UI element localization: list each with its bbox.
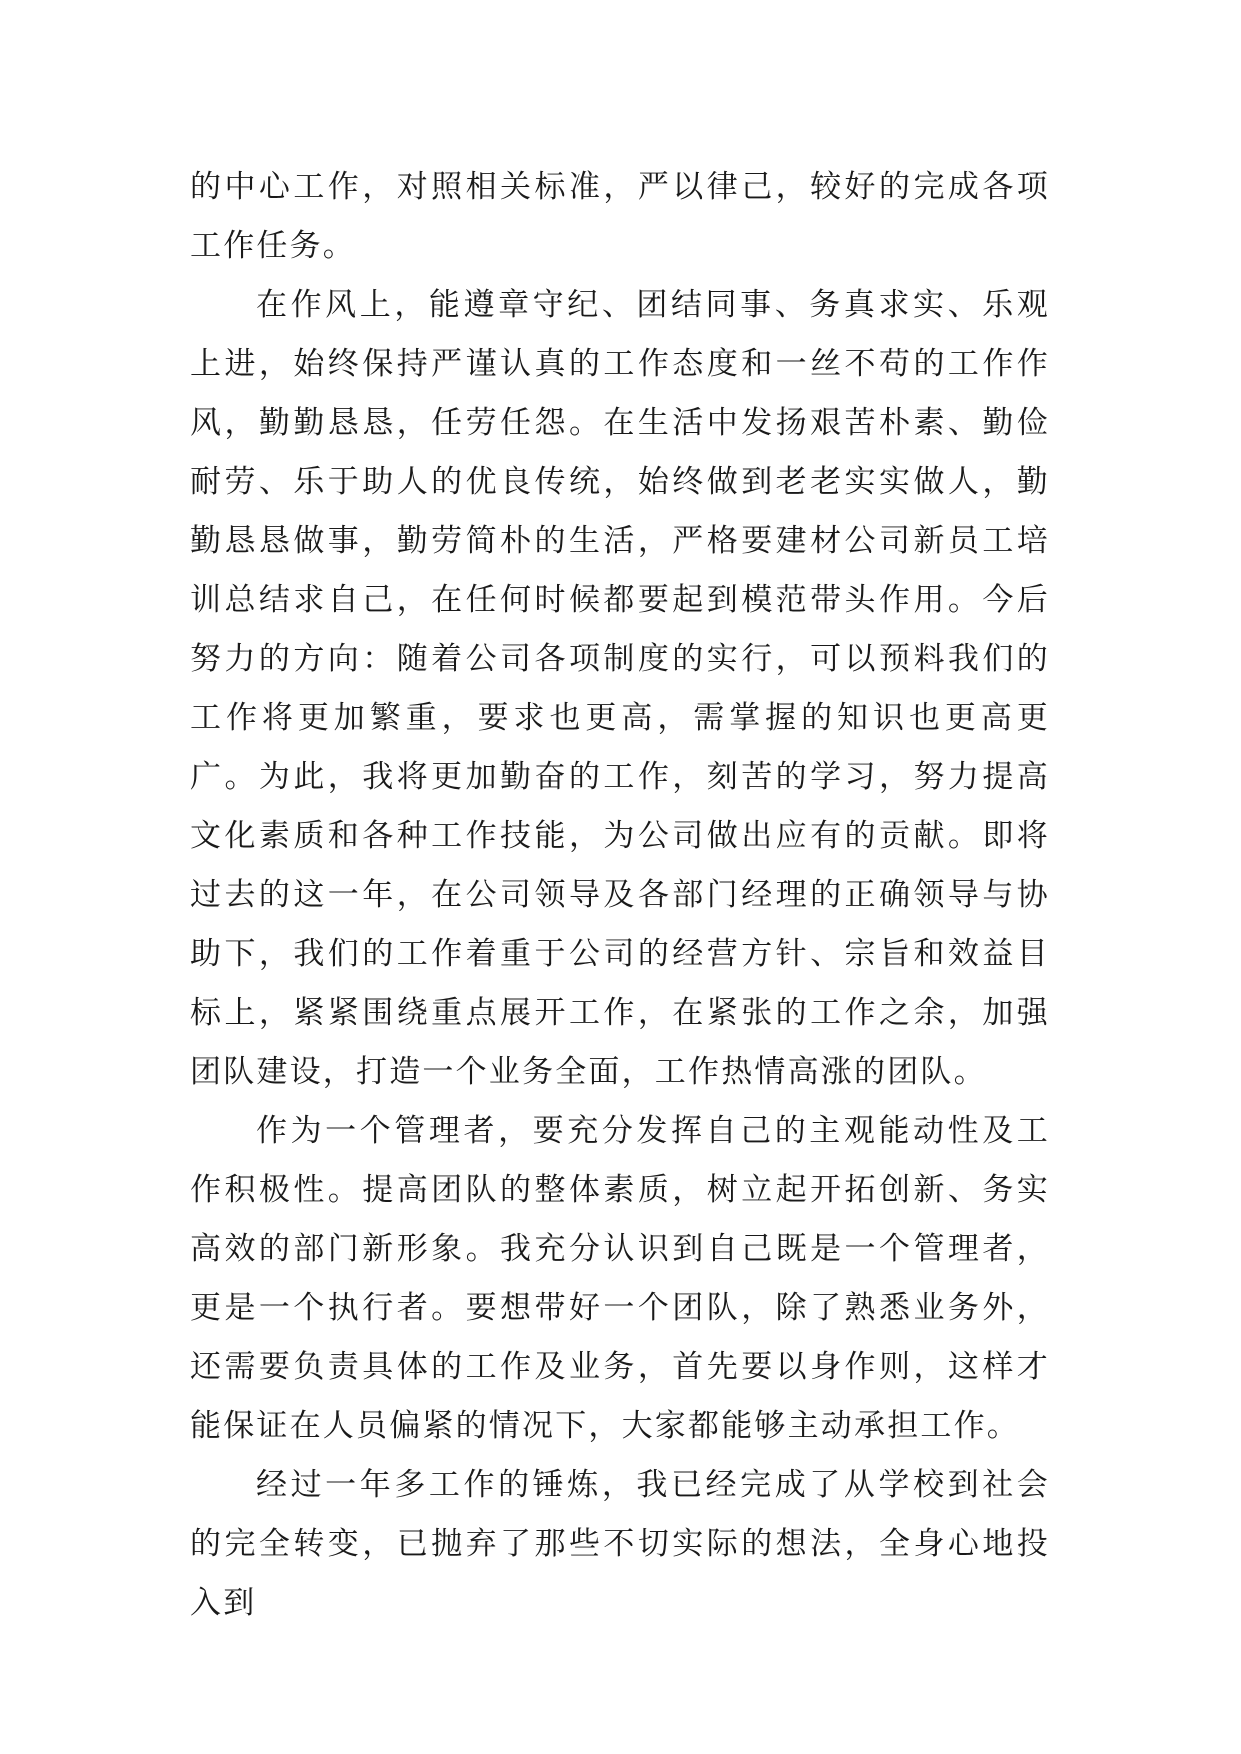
paragraph-continuation: 的中心工作，对照相关标准，严以律己，较好的完成各项工作任务。 — [190, 169, 1050, 264]
paragraph-manager-role: 作为一个管理者，要充分发挥自己的主观能动性及工作积极性。提高团队的整体素质，树立起开拓创新、务实高效的部门新形象。我充分认识到自己既是一个管理者，更是一个执行者。要想带好一个团队，除了熟悉业务外，还需要负责具体的工作及业务，首先要以身作则，这样才能保证在人员偏紧的情况下，大家都能够主动承担工作。 — [190, 1113, 1050, 1444]
paragraph-transition: 经过一年多工作的锤炼，我已经完成了从学校到社会的完全转变，已抛弃了那些不切实际的想法，全身心地投入到 — [190, 1467, 1050, 1621]
document-body — [190, 158, 1050, 1633]
paragraph-work-style: 在作风上，能遵章守纪、团结同事、务真求实、乐观上进，始终保持严谨认真的工作态度和一丝不苟的工作作风，勤勤恳恳，任劳任怨。在生活中发扬艰苦朴素、勤俭耐劳、乐于助人的优良传统，始终做到老老实实做人，勤勤恳恳做事，勤劳简朴的生活，严格要建材公司新员工培训总结求自己，在任何时候都要起到模范带头作用。今后努力的方向：随着公司各项制度的实行，可以预料我们的工作将更加繁重，要求也更高，需掌握的知识也更高更广。为此，我将更加勤奋的工作，刻苦的学习，努力提高文化素质和各种工作技能，为公司做出应有的贡献。即将过去的这一年，在公司领导及各部门经理的正确领导与协助下，我们的工作着重于公司的经营方针、宗旨和效益目标上，紧紧围绕重点展开工作，在紧张的工作之余，加强团队建设，打造一个业务全面，工作热情高涨的团队。 — [190, 287, 1050, 1090]
